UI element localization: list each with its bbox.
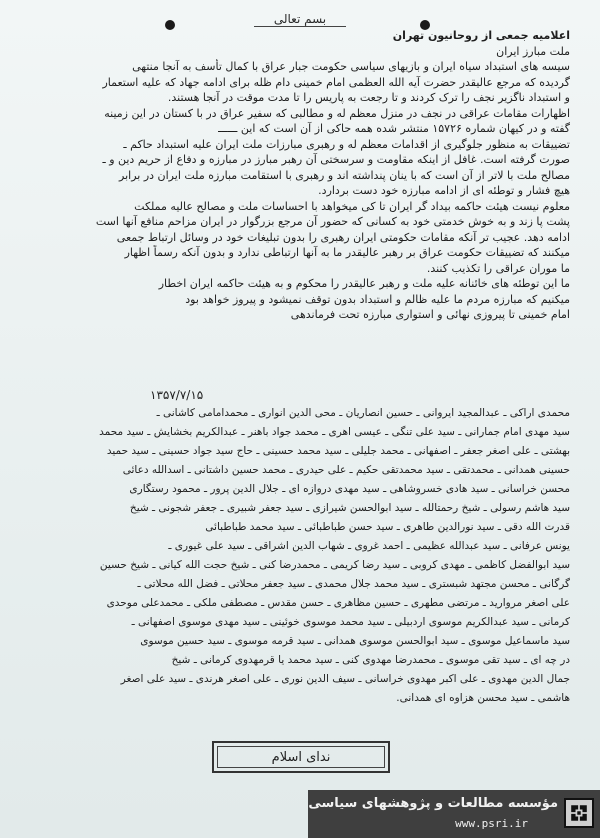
body-line: گردیده که مرجع عالیقدر حضرت آیه الله العظمی امام خمینی دام ظله برای ادامه جهاد که علیه استعمار — [102, 75, 570, 89]
organization-name: مؤسسه مطالعات و پژوهشهای سیاسی — [308, 796, 558, 811]
signature-line: بهشتی ـ علی اصغر جعفر ـ اصفهانی ـ محمد جلیلی ـ سید محمد حسینی ـ حاج سید جواد حسینی ـ سید حمید — [106, 445, 570, 457]
signature-line: یونس عرفانی ـ سید عبدالله عظیمی ـ احمد غروی ـ شهاب الدین اشراقی ـ سید علی غیوری ـ — [168, 540, 570, 552]
body-line: ما این توطئه های خائنانه علیه ملت و رهبر عالیقدر را محکوم و به هیئت حاکمه ایران اخطار — [158, 277, 570, 290]
body-line: تضییقات به منظور جلوگیری از اقدامات معظم له و رهبری مبارزات ملت ایران علیه استبداد حاکم ـ — [123, 137, 570, 151]
body-line: صورت گرفته است. غافل از اینکه مقاومت و سرسختی آن رهبر مبارز در مبارزه و دفاع از حریم دین و ـ — [102, 153, 570, 166]
document-body — [40, 28, 570, 323]
body-line: پشت پا زند و به خوش خدمتی خود به کسانی که حضور آن مرجع بزرگوار در ایران مزاحم منافع آنها است — [95, 215, 570, 228]
signature-line: سید هاشم رسولی ـ شیخ رحمتالله ـ سید ابوالحسن شیرازی ـ سید جعفر شبیری ـ جعفر شجونی ـ شیخ — [129, 502, 570, 514]
document-date: ۱۳۵۷/۷/۱۵ — [150, 388, 204, 402]
body-line: ملت مبارز ایران — [496, 44, 570, 58]
stamp-box — [212, 741, 390, 773]
header-text: بسم تعالی — [254, 12, 346, 27]
watermark-footer — [308, 790, 600, 838]
signature-line: محمدی اراکی ـ عبدالمجید ایروانی ـ حسین انصاریان ـ محی الدین انواری ـ محمدامامی کاشانی ـ — [156, 407, 570, 419]
signature-line: حسینی همدانی ـ محمدتقی ـ سید محمدتقی حکیم ـ علی حیدری ـ محمد حسین داشتانی ـ اسدالله دعائی — [122, 464, 570, 476]
signature-line: محسن خراسانی ـ سید هادی خسروشاهی ـ سید مهدی دروازه ای ـ جلال الدین پرور ـ محمود رستگاری — [129, 483, 570, 495]
body-line: اظهارات مقامات عراقی در نجف در منزل معظم له و مطالبی که سفیر عراق در با کستان در این زمینه — [104, 106, 570, 120]
psri-logo-icon — [564, 798, 594, 828]
signature-line: در چه ای ـ سید تقی موسوی ـ محمدرضا مهدوی کنی ـ سید محمد یا قرمهدوی کرمانی ـ شیخ — [171, 654, 570, 666]
body-line: مصالح ملت با لاتر از آن است که با ینان پنداشته اند و رهبری با استقامت مبارزه ملت ایران در برابر — [119, 168, 570, 182]
body-line: ادامه دهد. عجیب تر آنکه مقامات حکومتی ایران رهبری را بدون تبلیغات خود در وسائل ارتباط جمعی — [116, 230, 570, 244]
signature-line: علی اصغر مروارید ـ مرتضی مطهری ـ حسین مظاهری ـ حسن مقدس ـ مصطفی ملکی ـ محمدعلی موحدی — [106, 597, 570, 609]
body-line: امام خمینی تا پیروزی نهائی و استواری مبارزه تحت فرماندهی — [290, 308, 570, 321]
signatures-list — [40, 404, 570, 708]
body-line: میکنیم که مبارزه مردم ما علیه ظالم و استبداد بدون توقف نمیشود و پیروز خواهد بود — [185, 292, 570, 306]
signature-line: سید مهدی امام جمارانی ـ سید علی تنگی ـ عیسی اهری ـ محمد جواد باهنر ـ عبدالکریم بخشایش ـ سید محمد — [99, 426, 570, 438]
signature-line: سید ماسماعیل موسوی ـ سید ابوالحسن موسوی همدانی ـ سید قرمه موسوی ـ سید حسین موسوی — [140, 635, 570, 647]
body-line: میکنند که تضییقات حکومت عراق بر رهبر عالیقدر ما به آنها ارتباطی ندارد و بدون آنکه رسماً اظهار — [124, 246, 570, 259]
body-line: سیسه های استبداد سیاه ایران و بازیهای سیاسی حکومت جبار عراق با کمال تأسف به آنجا منتهی — [132, 60, 570, 73]
body-line: ما موران عراقی را تکذیب کنند. — [426, 261, 570, 275]
body-line: و استبداد ناگزیر نجف را ترک کردند و تا رجعت به پاریس را تا مدت موقت در آنجا هستند. — [167, 91, 570, 104]
organization-url[interactable]: www.psri.ir — [455, 817, 528, 830]
signature-line: گرگانی ـ محسن مجتهد شبستری ـ سید محمد جلال محمدی ـ سید جعفر محلاتی ـ فضل الله محلاتی ـ — [137, 578, 570, 590]
signature-line: کرمانی ـ سید عبدالکریم موسوی اردبیلی ـ سید محمد موسوی خوئینی ـ سید مهدی موسوی اصفهانی ـ — [131, 616, 570, 628]
signature-line: قدرت الله دقی ـ سید نورالدین طاهری ـ سید حسن طباطبائی ـ سید محمد طباطبائی — [205, 521, 570, 533]
document-header — [0, 12, 600, 26]
signature-line: سید ابوالفضل کاظمی ـ مهدی کروبی ـ سید رضا کریمی ـ محمدرضا کنی ـ شیخ حجت الله کیانی ـ شیخ حسین — [99, 559, 570, 571]
body-line: گفته و در کیهان شماره ۱۵۷۲۶ منتشر شده همه حاکی از آن است که این ــــــ — [218, 122, 570, 135]
signature-line: جمال الدین مهدوی ـ علی اکبر مهدوی خراسانی ـ سیف الدین نوری ـ علی اصغر هرندی ـ سید علی اصغر — [120, 673, 570, 685]
body-line: هیچ فشار و توطئه ای از ادامه مبارزه خود دست بردارد. — [318, 184, 570, 197]
body-line: معلوم نیست هیئت حاکمه بیداد گر ایران تا کی میخواهد با احساسات ملت و مصالح عالیه مملکت — [134, 199, 570, 213]
stamp-label: ندای اسلام — [271, 749, 331, 765]
signature-line: هاشمی ـ سید محسن هزاوه ای همدانی. — [396, 692, 570, 704]
document-title: اعلامیه جمعی از روحانیون تهران — [392, 29, 570, 42]
